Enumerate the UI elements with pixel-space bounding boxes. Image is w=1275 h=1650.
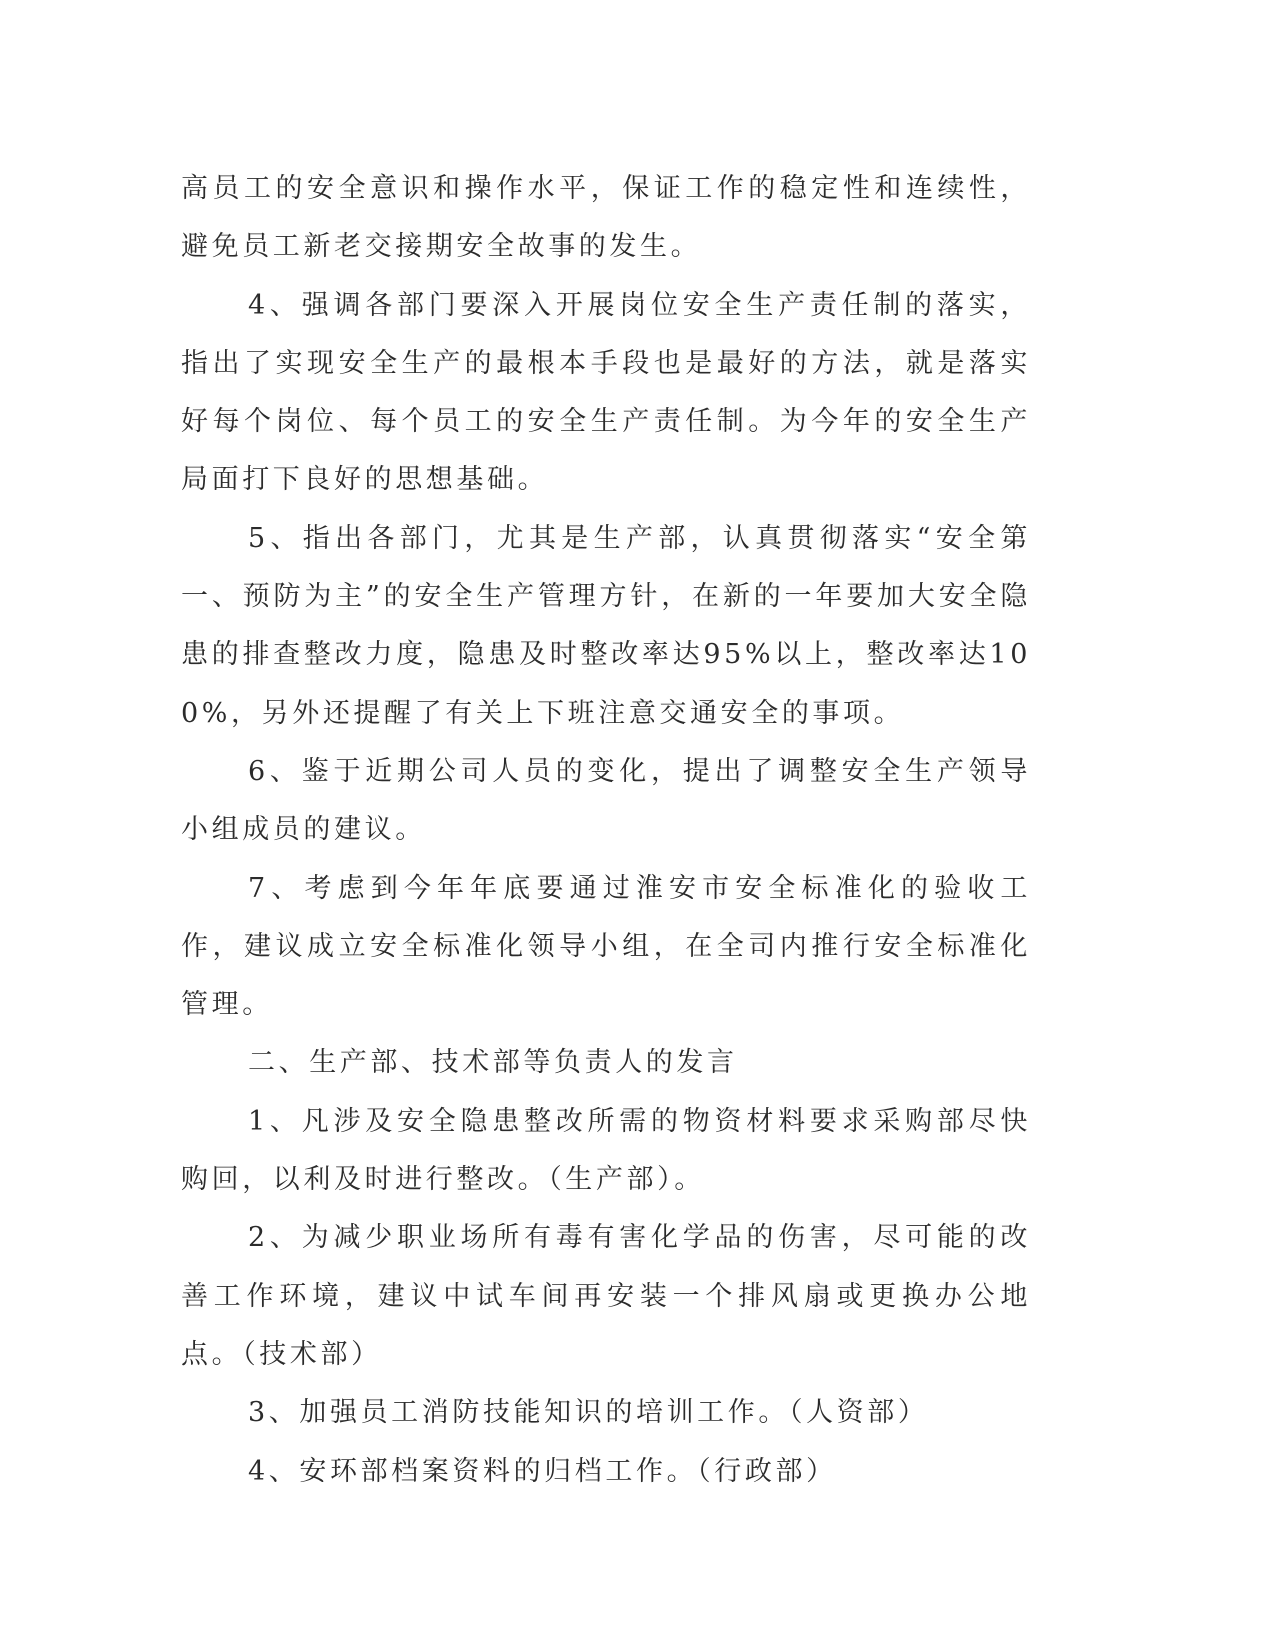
paragraph-speech-4: 4、安环部档案资料的归档工作。（行政部） [248, 1455, 837, 1487]
paragraph-item-4: 4、强调各部门要深入开展岗位安全生产责任制的落实，指出了实现安全生产的最根本手段也是最好的方法，就是落实好每个岗位、每个员工的安全生产责任制。为今年的安全生产局面打下良好的思想基础。 [181, 289, 1031, 496]
section-heading: 二、生产部、技术部等负责人的发言 [248, 1047, 738, 1079]
paragraph-item-7: 7、考虑到今年年底要通过淮安市安全标准化的验收工作，建议成立安全标准化领导小组，在全司内推行安全标准化管理。 [181, 872, 1031, 1021]
paragraph-speech-3: 3、加强员工消防技能知识的培训工作。（人资部） [248, 1397, 929, 1429]
paragraph-speech-1: 1、凡涉及安全隐患整改所需的物资材料要求采购部尽快购回，以利及时进行整改。（生产部）。 [181, 1105, 1031, 1196]
paragraph-item-6: 6、鉴于近期公司人员的变化，提出了调整安全生产领导小组成员的建议。 [181, 755, 1031, 846]
document-body [181, 160, 1031, 1501]
paragraph-continuation: 高员工的安全意识和操作水平，保证工作的稳定性和连续性，避免员工新老交接期安全故事的发生。 [181, 173, 1031, 263]
paragraph-speech-2: 2、为减少职业场所有毒有害化学品的伤害，尽可能的改善工作环境，建议中试车间再安装一个排风扇或更换办公地点。（技术部） [181, 1222, 1031, 1370]
paragraph-item-5: 5、指出各部门，尤其是生产部，认真贯彻落实“安全第一、预防为主”的安全生产管理方针，在新的一年要加大安全隐患的排查整改力度，隐患及时整改率达95%以上，整改率达100%，另外还提醒了有关上下班注意交通安全的事项。 [181, 522, 1031, 729]
